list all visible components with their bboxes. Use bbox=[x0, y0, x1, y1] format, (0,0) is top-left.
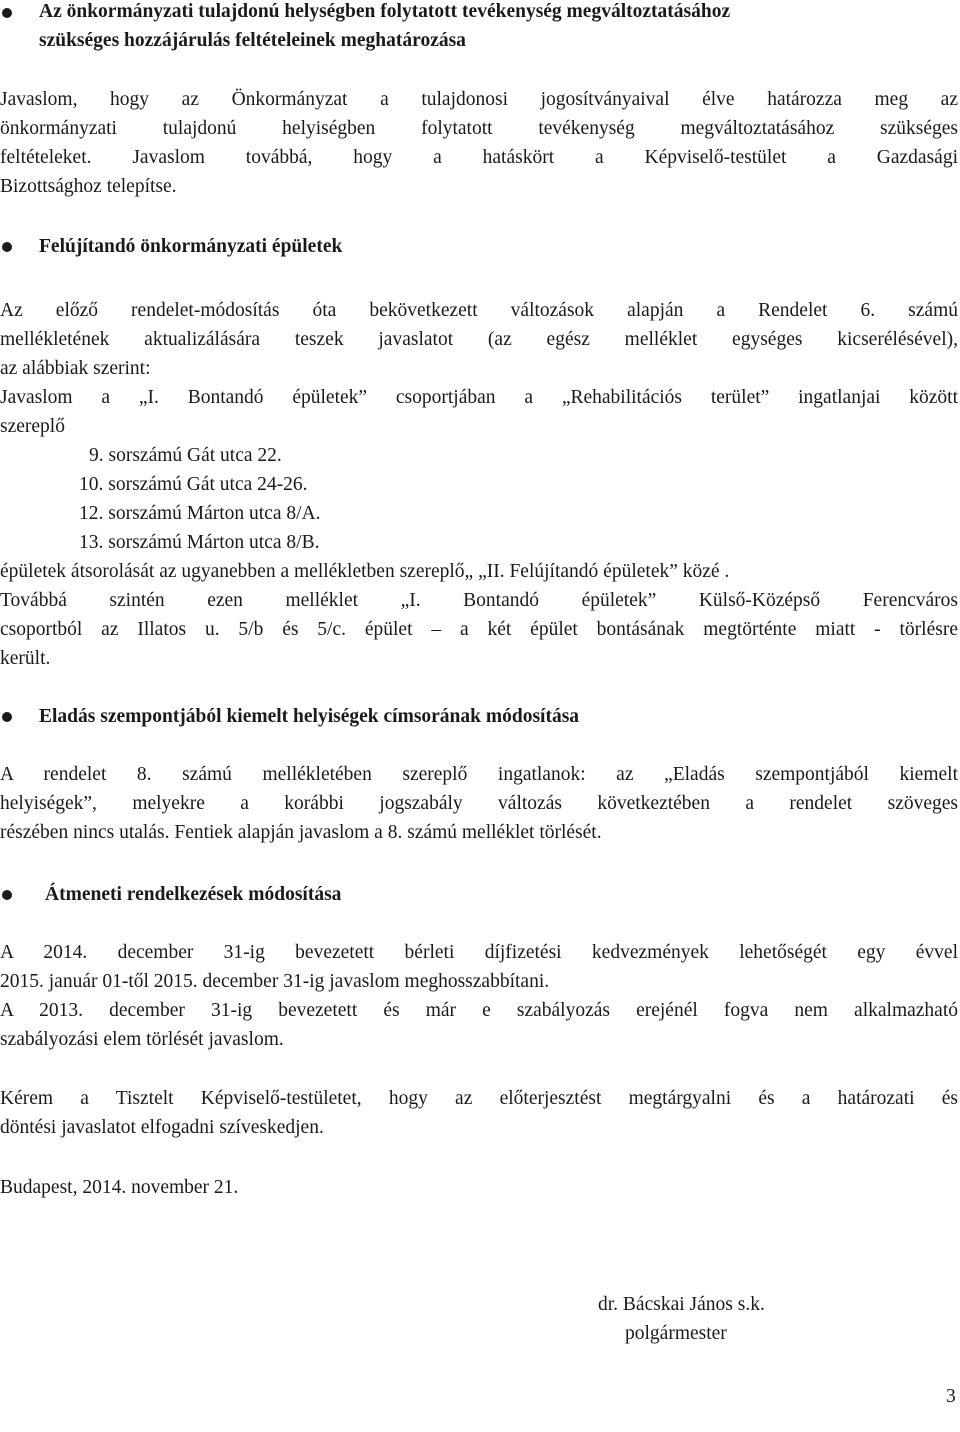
text-line: Javaslom a „I. Bontandó épületek” csoportjában a „Rehabilitációs terület” ingatlanjai között bbox=[0, 387, 958, 408]
text-line: 2015. január 01-től 2015. december 31-ig javaslom meghosszabbítani. bbox=[0, 971, 550, 992]
bullet-icon bbox=[2, 242, 12, 252]
heading-line: szükséges hozzájárulás feltételeinek meghatározása bbox=[39, 30, 466, 51]
paragraph bbox=[0, 296, 958, 673]
heading-line: Átmeneti rendelkezések módosítása bbox=[45, 884, 342, 905]
text-line: az alábbiak szerint: bbox=[0, 358, 151, 379]
text-line: A 2013. december 31-ig bevezetett és már e szabályozás erejénél fogva nem alkalmazható bbox=[0, 1000, 958, 1021]
paragraph bbox=[0, 760, 958, 847]
text-line: került. bbox=[0, 648, 51, 669]
text-line: helyiségek”, melyekre a korábbi jogszabály változás következtében a rendelet szöveges bbox=[0, 793, 958, 814]
text-line: döntési javaslatot elfogadni szíveskedjen. bbox=[0, 1117, 324, 1138]
text-line: Bizottsághoz telepítse. bbox=[0, 176, 177, 197]
heading-line: Az önkormányzati tulajdonú helységben folytatott tevékenység megváltoztatásához bbox=[39, 1, 731, 22]
text-line: Az előző rendelet-módosítás óta bekövetkezett változások alapján a Rendelet 6. számú bbox=[0, 300, 958, 321]
date-line: Budapest, 2014. november 21. bbox=[0, 1177, 239, 1198]
text-line: szabályozási elem törlését javaslom. bbox=[0, 1029, 284, 1050]
page-number: 3 bbox=[946, 1386, 956, 1407]
list-item: 9. sorszámú Gát utca 22. bbox=[89, 445, 282, 466]
list-item: 10. sorszámú Gát utca 24-26. bbox=[79, 474, 308, 495]
text-line: A rendelet 8. számú mellékletében szereplő ingatlanok: az „Eladás szempontjából kiemelt bbox=[0, 764, 958, 785]
bullet-icon bbox=[2, 890, 12, 900]
text-line: Kérem a Tisztelt Képviselő-testületet, hogy az előterjesztést megtárgyalni és a határozati és bbox=[0, 1088, 958, 1109]
signature-block bbox=[598, 1290, 765, 1348]
signer-title: polgármester bbox=[625, 1323, 727, 1344]
list-item: 13. sorszámú Márton utca 8/B. bbox=[79, 532, 320, 553]
heading-line: Eladás szempontjából kiemelt helyiségek címsorának módosítása bbox=[39, 706, 580, 727]
paragraph bbox=[0, 1084, 958, 1142]
bullet-icon bbox=[2, 712, 12, 722]
list-item: 12. sorszámú Márton utca 8/A. bbox=[79, 503, 321, 524]
text-line: feltételeket. Javaslom továbbá, hogy a hatáskört a Képviselő-testület a Gazdasági bbox=[0, 147, 958, 168]
text-line: önkormányzati tulajdonú helyiségben folytatott tevékenység megváltoztatásához szükséges bbox=[0, 118, 958, 139]
text-line: Javaslom, hogy az Önkormányzat a tulajdonosi jogosítványaival élve határozza meg az bbox=[0, 89, 958, 110]
text-line: mellékletének aktualizálására teszek javaslatot (az egész melléklet egységes kicserélésével), bbox=[0, 329, 958, 350]
text-line: épületek átsorolását az ugyanebben a mellékletben szereplő„ „II. Felújítandó épületek” közé . bbox=[0, 561, 730, 582]
paragraph bbox=[0, 85, 958, 201]
bullet-icon bbox=[2, 8, 12, 18]
place-date bbox=[0, 1173, 958, 1202]
text-line: Továbbá szintén ezen melléklet „I. Bontandó épületek” Külső-Középső Ferencváros bbox=[0, 590, 958, 611]
text-line: részében nincs utalás. Fentiek alapján javaslom a 8. számú melléklet törlését. bbox=[0, 822, 602, 843]
text-line: szereplő bbox=[0, 416, 65, 437]
heading-line: Felújítandó önkormányzati épületek bbox=[39, 236, 343, 257]
paragraph bbox=[0, 938, 958, 1054]
text-line: A 2014. december 31-ig bevezetett bérleti díjfizetési kedvezmények lehetőségét egy évvel bbox=[0, 942, 958, 963]
signer-name: dr. Bácskai János s.k. bbox=[598, 1294, 765, 1315]
text-line: csoportból az Illatos u. 5/b és 5/c. épület – a két épület bontásának megtörténte miatt - törlésre bbox=[0, 619, 958, 640]
